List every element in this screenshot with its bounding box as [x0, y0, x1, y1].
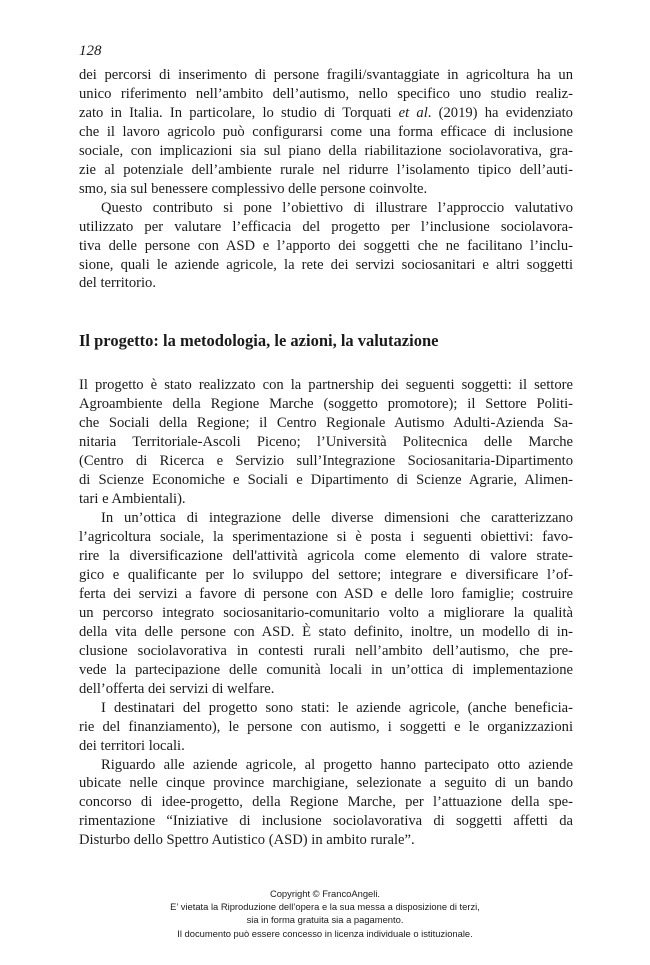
page-body — [79, 66, 573, 850]
section-paragraph-4 — [79, 756, 573, 851]
text-line: Riguardo alle aziende agricole, al progetto hanno partecipato otto aziende — [101, 756, 573, 773]
text-line: ferta dei servizi a favore di persone con ASD e delle loro famiglie; costruire — [79, 585, 573, 602]
section-paragraph-3 — [79, 699, 573, 756]
text-line: che Sociali della Regione; il Centro Regionale Autismo Adulti-Azienda Sa- — [79, 415, 573, 432]
text-line: dei territori locali. — [79, 737, 185, 754]
intro-paragraph-1 — [79, 66, 573, 199]
text-line: rire la diversificazione dell'attività agricola come elemento di valore strate- — [79, 548, 573, 565]
text-line: dei percorsi di inserimento di persone fragili/svantaggiate in agricoltura ha un — [79, 67, 573, 83]
text-line: unico riferimento nell’ambito dell’autismo, nello specifico uno studio realiz- — [79, 85, 573, 102]
text-line: Questo contributo si pone l’obiettivo di illustrare l’approccio valutativo — [101, 199, 573, 216]
text-line: sociale, con implicazioni sia sul piano della riabilitazione sociolavorativa, gra- — [79, 142, 573, 159]
footer-line: Copyright © FrancoAngeli. — [269, 888, 381, 899]
text-line: tiva delle persone con ASD e l’apporto dei soggetti che ne facilitano l’inclu- — [79, 237, 573, 254]
text-line: tari e Ambientali). — [79, 491, 186, 508]
text-line: smo, sia sul benessere complessivo delle persone coinvolte. — [79, 180, 428, 197]
text-line: Agroambiente della Regione Marche (soggetto promotore); il Settore Politi- — [79, 396, 573, 413]
footer-line: E’ vietata la Riproduzione dell’opera e la sua messa a disposizione di terzi, — [170, 901, 480, 913]
text-line: rimentazione “Iniziative di inclusione sociolavorativa di soggetti affetti da — [79, 813, 573, 830]
text-line: l’agricoltura sociale, la sperimentazione si è posta i seguenti obiettivi: favo- — [79, 529, 573, 546]
section-paragraph-1 — [79, 376, 573, 509]
text-line: sione, quali le aziende agricole, la rete dei servizi sociosanitari e altri soggetti — [79, 256, 573, 273]
footer-line: sia in forma gratuita sia a pagamento. — [246, 914, 404, 926]
text-line: rie del finanziamento), le persone con autismo, i soggetti e le organizzazioni — [79, 718, 573, 735]
copyright-footer — [0, 887, 650, 940]
section-paragraph-2 — [79, 509, 573, 699]
text-line: Disturbo dello Spettro Autistico (ASD) in ambito rurale”. — [79, 832, 415, 849]
text-line: In un’ottica di integrazione delle diverse dimensioni che caratterizzano — [101, 510, 573, 527]
text-line: nitaria Territoriale-Ascoli Piceno; l’Università Politecnica delle Marche — [79, 434, 573, 451]
text-line: di Scienze Economiche e Sociali e Dipartimento di Scienze Agrarie, Alimen- — [79, 472, 573, 489]
text-line: (Centro di Ricerca e Servizio sull’Integrazione Sociosanitaria-Dipartimento — [79, 453, 573, 470]
text-line: clusione sociolavorativa in contesti rurali nell’ambito dell’autismo, che pre- — [79, 642, 573, 659]
text-run: . (2019) ha evidenziato — [427, 104, 573, 121]
page-number: 128 — [79, 43, 102, 59]
text-line: Il progetto è stato realizzato con la partnership dei seguenti soggetti: il settore — [79, 377, 573, 394]
text-line: della vita delle persone con ASD. È stato definito, inoltre, un modello di in- — [79, 623, 573, 640]
text-line: vede la partecipazione delle comunità locali in un’ottica di implementazione — [79, 661, 573, 678]
footer-line: Il documento può essere concesso in licenza individuale o istituzionale. — [177, 927, 473, 939]
section-heading: Il progetto: la metodologia, le azioni, la valutazione — [79, 331, 439, 351]
text-line: ubicate nelle cinque province marchigiane, selezionate a seguito di un bando — [79, 775, 573, 792]
text-line: I destinatari del progetto sono stati: le aziende agricole, (anche beneficia- — [101, 699, 573, 716]
text-line — [79, 104, 573, 123]
text-line: del territorio. — [79, 275, 156, 292]
text-line: gico e qualificante per lo sviluppo del settore; integrare e diversificare l’of- — [79, 566, 573, 583]
text-run: zato in Italia. In particolare, lo studio di Torquati — [79, 104, 399, 121]
intro-paragraph-2 — [79, 199, 573, 294]
text-line: un percorso integrato sociosanitario-comunitario volto a migliorare la qualità — [79, 604, 573, 621]
text-line: concorso di idee-progetto, della Regione Marche, per l’attuazione della spe- — [79, 794, 573, 811]
text-line: che il lavoro agricolo può configurarsi come una forma efficace di inclusione — [79, 123, 573, 140]
text-line: zie al potenziale dell’ambiente rurale nel ridurre l’isolamento tipico dell’auti- — [79, 161, 573, 178]
text-line: dell’offerta dei servizi di welfare. — [79, 680, 275, 697]
italic-et-al: et al — [398, 104, 428, 121]
text-line: utilizzato per valutare l’efficacia del progetto per l’inclusione sociolavora- — [79, 218, 573, 235]
